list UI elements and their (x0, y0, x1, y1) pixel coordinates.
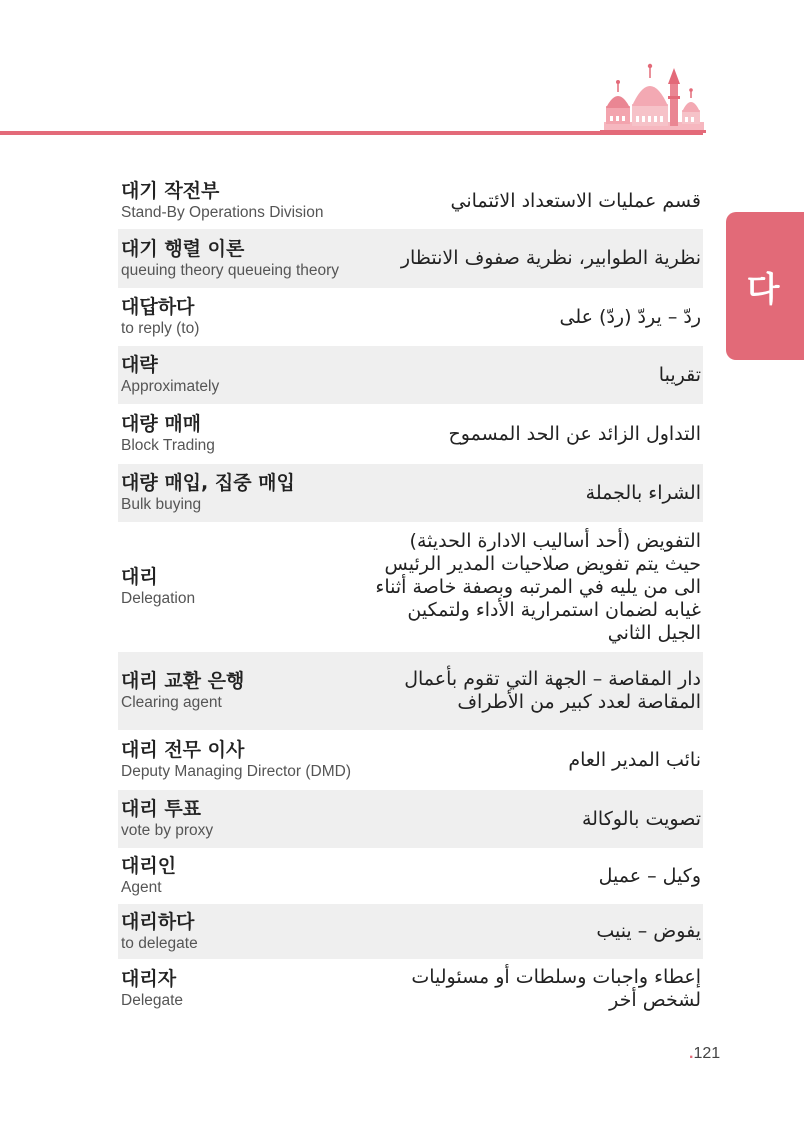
english-term: to delegate (121, 934, 198, 952)
glossary-entry (118, 652, 703, 730)
glossary-entry (118, 288, 703, 346)
glossary-entry (118, 229, 703, 288)
entry-source-terms (118, 854, 371, 898)
page-number (689, 1045, 720, 1063)
glossary-entry (118, 848, 703, 904)
arabic-translation: التفويض (أحد أساليب الادارة الحديثة) حيث يتم تفويض صلاحيات المدير الرئيس الى من يليه في المرتبه وبصفة خاصة أثناء غيابه لضمان استمرارية الأداء ولتمكين الجيل الثاني (375, 529, 701, 644)
arabic-translation: يفوض – ينيب (596, 920, 701, 942)
entry-source-terms (118, 353, 371, 397)
entry-source-terms (118, 669, 371, 713)
arabic-translation: تقريبا (658, 363, 701, 386)
glossary-entry (118, 959, 703, 1019)
section-index-tab (726, 212, 804, 360)
glossary-entry (118, 522, 703, 652)
arabic-translation: نائب المدير العام (568, 748, 701, 771)
page-number-value: 121 (693, 1045, 721, 1062)
korean-term: 대리 교환 은행 (121, 670, 245, 692)
arabic-translation: الشراء بالجملة (585, 481, 701, 504)
english-term: vote by proxy (121, 822, 214, 839)
english-term: to reply (to) (121, 320, 200, 337)
arabic-translation: التداول الزائد عن الحد المسموح (448, 422, 701, 445)
arabic-translation: قسم عمليات الاستعداد الائتماني (450, 189, 701, 212)
korean-term: 대리하다 (121, 910, 195, 933)
entry-source-terms (118, 179, 371, 223)
korean-term: 대리 전무 이사 (121, 739, 245, 761)
korean-term: 대리 (121, 566, 158, 588)
arabic-translation: دار المقاصة – الجهة التي تقوم بأعمال المقاصة لعدد كبير من الأطراف (404, 668, 701, 713)
glossary-entry (118, 346, 703, 404)
entry-source-terms (118, 471, 371, 515)
entry-source-terms (118, 237, 371, 281)
english-term: Deputy Managing Director (DMD) (121, 763, 351, 780)
arabic-translation: وكيل – عميل (598, 864, 701, 887)
entry-source-terms (118, 738, 371, 782)
arabic-translation: إعطاء واجبات وسلطات أو مسئوليات لشخص أخر (411, 966, 701, 1011)
korean-term: 대량 매매 (121, 413, 202, 435)
english-term: queuing theory queueing theory (121, 261, 340, 279)
english-term: Agent (121, 879, 162, 896)
korean-term: 대기 행렬 이론 (121, 237, 245, 260)
korean-term: 대리인 (121, 855, 177, 877)
section-index-letter: 다 (746, 269, 780, 310)
korean-term: 대리 투표 (121, 798, 202, 820)
entry-source-terms (118, 967, 371, 1011)
english-term: Delegate (121, 992, 184, 1009)
arabic-translation: ردّ – يردّ (ردّ) على (559, 305, 701, 328)
mosque-illustration (596, 60, 708, 136)
korean-term: 대략 (121, 354, 158, 376)
english-term: Delegation (121, 590, 196, 607)
entry-source-terms (118, 910, 371, 954)
korean-term: 대기 작전부 (121, 180, 220, 202)
glossary-entry (118, 464, 703, 522)
page-number-dot: . (689, 1045, 694, 1062)
glossary-entry (118, 730, 703, 790)
english-term: Clearing agent (121, 694, 222, 711)
glossary-entry (118, 173, 703, 229)
arabic-translation: نظرية الطوابير، نظرية صفوف الانتظار (400, 247, 701, 269)
english-term: Bulk buying (121, 496, 202, 513)
english-term: Stand-By Operations Division (121, 204, 324, 221)
glossary-entry (118, 790, 703, 848)
english-term: Approximately (121, 378, 220, 395)
entry-source-terms (118, 797, 371, 841)
glossary-list (118, 173, 703, 1019)
entry-source-terms (118, 565, 371, 609)
english-term: Block Trading (121, 437, 215, 454)
entry-source-terms (118, 295, 371, 339)
korean-term: 대량 매입, 집중 매입 (121, 472, 295, 494)
entry-source-terms (118, 412, 371, 456)
arabic-translation: تصويت بالوكالة (581, 807, 701, 830)
glossary-entry (118, 904, 703, 959)
korean-term: 대리자 (121, 968, 177, 990)
glossary-entry (118, 404, 703, 464)
korean-term: 대답하다 (121, 296, 195, 318)
